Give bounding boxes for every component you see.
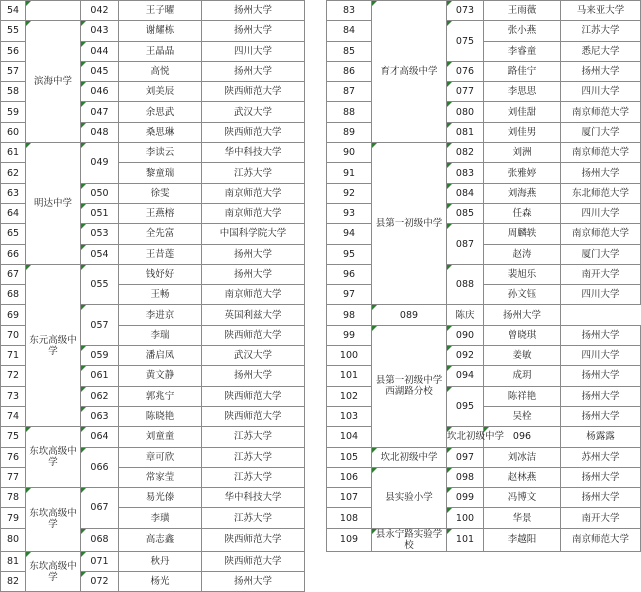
school-name: 滨海中学 [26,21,81,143]
student-name: 张小燕 [484,21,561,41]
university: 扬州大学 [202,21,305,41]
student-name: 李进京 [119,305,202,325]
row-index: 56 [1,41,26,61]
row-index: 105 [327,447,372,467]
row-index: 69 [1,305,26,325]
table-row [1,82,641,102]
university: 南京师范大学 [202,285,305,305]
row-index: 71 [1,346,26,366]
spacer [305,122,327,142]
student-id: 053 [81,224,119,244]
university: 南京师范大学 [561,143,641,163]
student-id: 043 [81,21,119,41]
row-index: 107 [327,488,372,508]
table-row [1,528,641,551]
university: 南京师范大学 [561,224,641,244]
school-name: 坎北初级中学 [372,447,447,467]
table-row [1,143,641,163]
empty-area [305,572,641,592]
student-id: 089 [372,305,447,325]
student-name: 孙文钰 [484,285,561,305]
student-name: 全先富 [119,224,202,244]
student-id: 061 [81,366,119,386]
student-id: 047 [81,102,119,122]
student-name: 王雨薇 [484,1,561,21]
table-row [1,264,641,284]
student-name: 徐雯 [119,183,202,203]
row-index: 54 [1,1,26,21]
row-index: 96 [327,264,372,284]
student-name: 李思思 [484,82,561,102]
row-index: 60 [1,122,26,142]
table-row [1,346,641,366]
student-name: 李睿童 [484,41,561,61]
row-index: 101 [327,366,372,386]
row-index: 93 [327,203,372,223]
row-index: 104 [327,427,372,447]
student-id: 101 [447,528,484,551]
row-index: 103 [327,406,372,426]
student-id: 085 [447,203,484,223]
university: 四川大学 [561,82,641,102]
university: 江苏大学 [202,163,305,183]
university: 四川大学 [561,203,641,223]
student-id: 097 [447,447,484,467]
student-name: 张雅婷 [484,163,561,183]
spacer [305,427,327,447]
spacer [305,203,327,223]
row-index: 80 [1,528,26,551]
spacer [305,325,327,345]
university: 马来亚大学 [561,1,641,21]
row-index: 89 [327,122,372,142]
student-name: 潘启凤 [119,346,202,366]
row-index: 59 [1,102,26,122]
spacer [305,488,327,508]
student-name: 李越阳 [484,528,561,551]
student-id: 072 [81,572,119,592]
row-index: 72 [1,366,26,386]
student-id: 042 [81,1,119,21]
student-name: 冯博文 [484,488,561,508]
row-index: 109 [327,528,372,551]
student-name: 王畅 [119,285,202,305]
student-name: 易光傣 [119,488,202,508]
university: 扬州大学 [484,305,561,325]
student-name: 李瑞 [119,325,202,345]
student-id: 050 [81,183,119,203]
student-name: 谢耀栋 [119,21,202,41]
row-index: 67 [1,264,26,284]
student-id: 075 [447,21,484,62]
row-index: 98 [327,305,372,325]
university: 南开大学 [561,264,641,284]
school-name: 育才高级中学 [372,1,447,143]
student-name: 王晶晶 [119,41,202,61]
student-id: 046 [81,82,119,102]
row-index: 91 [327,163,372,183]
student-id: 049 [81,143,119,184]
row-index: 97 [327,285,372,305]
row-index: 87 [327,82,372,102]
student-name: 秋丹 [119,551,202,571]
student-id: 081 [447,122,484,142]
university: 扬州大学 [561,325,641,345]
student-name: 高悦 [119,61,202,81]
row-index: 57 [1,61,26,81]
student-id: 051 [81,203,119,223]
spacer [305,447,327,467]
table-row [1,102,641,122]
school-name: 明达中学 [26,143,81,265]
university: 扬州大学 [561,406,641,426]
row-index: 77 [1,467,26,487]
row-index: 85 [327,41,372,61]
school-name: 县永宁路实验学校 [372,528,447,551]
university: 悉尼大学 [561,41,641,61]
row-index: 61 [1,143,26,163]
student-name: 刘佳男 [484,122,561,142]
row-index: 58 [1,82,26,102]
spacer [305,163,327,183]
school-name: 县第一初级中学西湖路分校 [372,325,447,447]
university: 扬州大学 [561,386,641,406]
student-id: 094 [447,366,484,386]
student-id: 064 [81,427,119,447]
student-name: 吴栓 [484,406,561,426]
university: 南京师范大学 [202,183,305,203]
student-id: 048 [81,122,119,142]
university: 南京师范大学 [561,102,641,122]
table-row [1,21,641,41]
student-name: 刘童童 [119,427,202,447]
university: 扬州大学 [202,244,305,264]
student-name: 杨露露 [561,427,641,447]
school-name: 东坎高级中学 [26,488,81,552]
university: 陕西师范大学 [202,325,305,345]
spacer [305,41,327,61]
university: 东北师范大学 [561,183,641,203]
student-id: 073 [447,1,484,21]
student-name: 裴旭乐 [484,264,561,284]
row-index: 88 [327,102,372,122]
student-id: 067 [81,488,119,529]
university: 厦门大学 [561,244,641,264]
row-index: 84 [327,21,372,41]
student-id: 062 [81,386,119,406]
student-name: 钱妤好 [119,264,202,284]
table-row [1,386,641,406]
student-name: 陈晓艳 [119,406,202,426]
student-id: 045 [81,61,119,81]
spacer [305,102,327,122]
university: 四川大学 [561,346,641,366]
student-name: 黄文静 [119,366,202,386]
student-name: 王子曜 [119,1,202,21]
university: 扬州大学 [202,366,305,386]
row-index: 100 [327,346,372,366]
student-id: 063 [81,406,119,426]
student-id: 055 [81,264,119,305]
spacer [305,386,327,406]
student-name: 黎童瑞 [119,163,202,183]
row-index: 78 [1,488,26,508]
row-index: 68 [1,285,26,305]
row-index: 79 [1,508,26,528]
student-name: 刘佳甜 [484,102,561,122]
school-name: 坎北初级中学 [447,427,484,447]
spacer [305,183,327,203]
student-id: 087 [447,224,484,265]
table-row [1,305,641,325]
university: 扬州大学 [561,467,641,487]
university: 中国科学院大学 [202,224,305,244]
table-row [1,488,641,508]
student-name: 刘冰洁 [484,447,561,467]
student-id: 098 [447,467,484,487]
school-name: 县第一初级中学 [372,143,447,305]
university: 南开大学 [561,508,641,528]
student-id: 082 [447,143,484,163]
student-name: 郭兆宁 [119,386,202,406]
university: 江苏大学 [202,467,305,487]
student-name: 赵林燕 [484,467,561,487]
row-index: 62 [1,163,26,183]
table-row [1,551,641,571]
student-name: 刘洲 [484,143,561,163]
row-index: 83 [327,1,372,21]
table-row [1,122,641,142]
student-id: 090 [447,325,484,345]
university: 江苏大学 [561,21,641,41]
student-id: 100 [447,508,484,528]
spacer [305,264,327,284]
university: 江苏大学 [202,447,305,467]
university: 陕西师范大学 [202,122,305,142]
student-name: 姜敏 [484,346,561,366]
student-name: 李读云 [119,143,202,163]
student-name: 任森 [484,203,561,223]
university: 江苏大学 [202,508,305,528]
row-index: 63 [1,183,26,203]
student-name: 余思武 [119,102,202,122]
student-name: 刘海燕 [484,183,561,203]
student-name: 刘美辰 [119,82,202,102]
table-row [1,447,641,467]
university: 扬州大学 [202,264,305,284]
spacer [305,1,327,21]
table-row [1,366,641,386]
row-index: 73 [1,386,26,406]
student-id: 068 [81,528,119,551]
spacer [305,224,327,244]
student-id: 059 [81,346,119,366]
row-index: 106 [327,467,372,487]
student-id: 080 [447,102,484,122]
student-id: 092 [447,346,484,366]
university: 武汉大学 [202,102,305,122]
student-name: 路佳宁 [484,61,561,81]
table-row [1,183,641,203]
spacer [305,528,327,551]
student-name: 李璜 [119,508,202,528]
student-name: 陈庆 [447,305,484,325]
row-index: 94 [327,224,372,244]
table-row [1,224,641,244]
spacer [305,346,327,366]
row-index: 95 [327,244,372,264]
student-id: 099 [447,488,484,508]
university: 华中科技大学 [202,143,305,163]
row-index: 81 [1,551,26,571]
university: 四川大学 [202,41,305,61]
spacer [305,244,327,264]
student-id: 066 [81,447,119,488]
university: 陕西师范大学 [202,551,305,571]
student-id: 083 [447,163,484,183]
row-index: 64 [1,203,26,223]
student-name: 杨光 [119,572,202,592]
table-row [1,61,641,81]
student-name: 周麟轶 [484,224,561,244]
table-row [1,427,641,447]
student-name: 章可欣 [119,447,202,467]
university: 扬州大学 [202,572,305,592]
university: 扬州大学 [561,366,641,386]
student-name: 常家莹 [119,467,202,487]
table-row [1,41,641,61]
row-index: 70 [1,325,26,345]
school-name: 东元高级中学 [26,264,81,426]
student-id: 096 [484,427,561,447]
student-id: 071 [81,551,119,571]
university: 扬州大学 [202,61,305,81]
student-name: 华景 [484,508,561,528]
row-index: 99 [327,325,372,345]
spacer [305,467,327,487]
university: 南京师范大学 [561,528,641,551]
student-id: 044 [81,41,119,61]
spacer [305,406,327,426]
university: 江苏大学 [202,427,305,447]
row-index: 92 [327,183,372,203]
spacer [305,21,327,41]
table-row [1,203,641,223]
university: 南京师范大学 [202,203,305,223]
university: 陕西师范大学 [202,386,305,406]
spacer [305,143,327,163]
student-name: 王昔莲 [119,244,202,264]
university: 陕西师范大学 [202,82,305,102]
university: 英国利兹大学 [202,305,305,325]
row-index: 82 [1,572,26,592]
spacer [305,508,327,528]
student-name: 成玥 [484,366,561,386]
spacer [305,305,327,325]
row-index: 90 [327,143,372,163]
student-id: 054 [81,244,119,264]
spacer [305,61,327,81]
student-id: 077 [447,82,484,102]
row-index: 74 [1,406,26,426]
university: 华中科技大学 [202,488,305,508]
student-id: 095 [447,386,484,427]
university: 苏州大学 [561,447,641,467]
student-id: 084 [447,183,484,203]
school-name: 县实验小学 [372,467,447,528]
university: 四川大学 [561,285,641,305]
row-index: 75 [1,427,26,447]
university: 扬州大学 [561,488,641,508]
university: 扬州大学 [561,61,641,81]
empty-area [305,551,641,571]
student-id: 057 [81,305,119,346]
spacer [305,366,327,386]
row-index: 102 [327,386,372,406]
student-name: 陈祥艳 [484,386,561,406]
table-row [1,1,641,21]
university: 陕西师范大学 [202,406,305,426]
student-name: 赵涛 [484,244,561,264]
university: 厦门大学 [561,122,641,142]
student-id: 076 [447,61,484,81]
table-row [1,406,641,426]
spacer [305,82,327,102]
student-name: 曾晓琪 [484,325,561,345]
row-index: 86 [327,61,372,81]
table-row [1,244,641,264]
table-row [1,572,641,592]
student-name: 高志鑫 [119,528,202,551]
school-name: 东坎高级中学 [26,427,81,488]
spacer [305,285,327,305]
row-index: 65 [1,224,26,244]
university: 陕西师范大学 [202,528,305,551]
row-index: 76 [1,447,26,467]
row-index: 66 [1,244,26,264]
university: 扬州大学 [202,1,305,21]
row-index: 108 [327,508,372,528]
school-name: 东坎高级中学 [26,551,81,592]
student-name: 桑思琳 [119,122,202,142]
student-id: 088 [447,264,484,305]
row-index: 55 [1,21,26,41]
school-cell-blank [26,1,81,21]
student-name: 王燕榕 [119,203,202,223]
university: 扬州大学 [561,163,641,183]
university: 武汉大学 [202,346,305,366]
